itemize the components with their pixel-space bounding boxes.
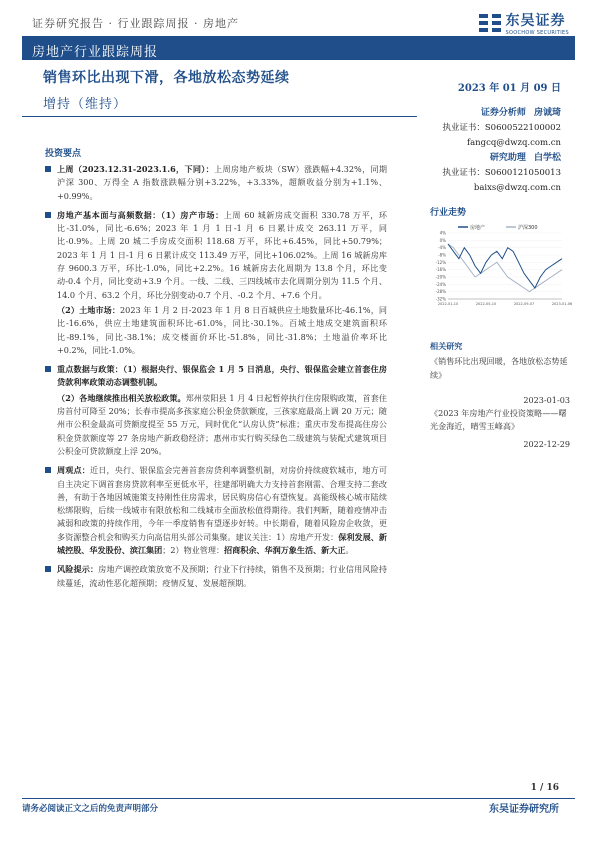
industry-trend-chart bbox=[428, 221, 573, 309]
y-tick-label: -4% bbox=[438, 245, 446, 251]
y-tick-label: -28% bbox=[435, 289, 446, 295]
analyst-block bbox=[401, 106, 561, 196]
paragraph-text: 2023 年 1 月 2 日-2023 年 1 月 8 日百城供应土地数量环比-46.1%，同比-16.6%，供应土地建筑面积环比-61.0%，同比-30.1%。百城土地成交建筑面积环比-89.1%，同比-38.1%；成交楼面价环比-51.8%，同比-31.8%；土地溢价率环比+0.2%，同比-1.0%。 bbox=[57, 304, 387, 355]
disclaimer-note: 请务必阅读正文之后的免责声明部分 bbox=[22, 804, 159, 814]
paragraph-text: 。 bbox=[345, 545, 354, 556]
bullet-icon bbox=[45, 366, 51, 372]
assistant-name: 白学松 bbox=[533, 153, 561, 163]
paragraph-lead: 房地产基本面与高频数据：（1）房产市场： bbox=[57, 209, 224, 220]
paragraph-lead: 上周（2023.12.31-2023.1.6，下同）： bbox=[57, 164, 215, 174]
related-research bbox=[430, 340, 570, 451]
y-tick-label: -32% bbox=[435, 296, 446, 302]
recommended-developers: 保利发展、新城控股、华发股份、滨江集团 bbox=[57, 531, 387, 556]
y-tick-label: -12% bbox=[435, 259, 446, 265]
report-type-band bbox=[22, 38, 575, 60]
y-tick-label: -8% bbox=[438, 252, 446, 258]
assistant-cert: 执业证书：S0600121050013 bbox=[442, 168, 561, 178]
x-tick-label: 2022-01-10 bbox=[437, 302, 459, 306]
bullet-icon bbox=[45, 467, 51, 473]
paragraph-text: 房地产调控政策放宽不及预期；行业下行持续，销售不及预期；行业信用风险持续蔓延，流动性恶化超预期；疫情反复、发展超预期。 bbox=[57, 564, 387, 588]
y-tick-label: 0% bbox=[439, 237, 446, 243]
x-tick-label: 2022-09-07 bbox=[513, 302, 535, 306]
legend-label: 房地产 bbox=[470, 225, 486, 231]
page-number: 1 / 16 bbox=[530, 783, 559, 793]
analyst-cert: 执业证书：S0600522100002 bbox=[442, 123, 561, 133]
firm-name: 东吴证券研究所 bbox=[489, 804, 559, 815]
paragraph-risk bbox=[45, 563, 387, 590]
related-item-title[interactable]: 《销售环比出现回暖，各地放松态势延续》 bbox=[430, 356, 568, 380]
summary-title: 投资要点 bbox=[45, 149, 82, 159]
summary-body bbox=[45, 163, 387, 596]
related-title: 相关研究 bbox=[430, 341, 463, 351]
chart-legend bbox=[458, 224, 538, 231]
y-tick-label: 4% bbox=[439, 230, 446, 236]
breadcrumb: 证券研究报告 · 行业跟踪周报 · 房地产 bbox=[32, 17, 239, 30]
report-headline: 销售环比出现下滑，各地放松态势延续 bbox=[43, 70, 290, 86]
report-type: 房地产行业跟踪周报 bbox=[32, 45, 159, 60]
paragraph-text: 郑州荥阳县 1 月 4 日起暂停执行住房限购政策，首套住房首付可降至 20%；长春市提高多孩家庭公积金贷款额度，三孩家庭最高上调 20 万元；随州市公积金最高可贷额度提至 55 万元，同时优化“认房认贷”标准；重庆市发布提高住房公积金贷款额度等 27 条房地产新政稳经济；惠州市实行购买绿色二级建筑与装配式建筑项目公积金可贷款额度上浮 20%。 bbox=[57, 392, 387, 456]
x-tick-label: 2023-01-06 bbox=[551, 302, 573, 306]
analyst-email[interactable]: fangcq@dwzq.com.cn bbox=[466, 138, 561, 148]
y-tick-label: -16% bbox=[435, 267, 446, 273]
series-line bbox=[448, 244, 562, 292]
analyst-role: 证券分析师 bbox=[480, 108, 526, 118]
logo-cn: 东吴证券 bbox=[505, 13, 566, 29]
paragraph-fundamentals bbox=[45, 209, 387, 302]
report-date: 2023 年 01 月 09 日 bbox=[457, 83, 561, 94]
paragraph-lead: （2）各地继续推出相关放松政策。 bbox=[57, 392, 186, 403]
firm-logo bbox=[478, 10, 569, 36]
paragraph-lead: 重点数据与政策：（1）根据央行、银保监会 1 月 5 日消息，央行、银保监会建立首套住房贷款利率政策动态调整机制。 bbox=[57, 364, 387, 388]
bullet-icon bbox=[45, 212, 51, 218]
paragraph-policy bbox=[45, 363, 387, 390]
paragraph-view bbox=[45, 464, 387, 557]
report-header bbox=[22, 10, 575, 38]
assistant-email[interactable]: baixs@dwzq.com.cn bbox=[473, 183, 561, 193]
y-tick-label: -20% bbox=[435, 274, 446, 280]
logo-en: SOOCHOW SECURITIES bbox=[505, 30, 569, 36]
related-item-date: 2023-01-03 bbox=[523, 394, 570, 405]
footer-divider bbox=[22, 798, 575, 799]
recommended-property-mgmt: 招商积余、华润万象生活、新大正 bbox=[224, 545, 346, 556]
assistant-role: 研究助理 bbox=[489, 153, 526, 163]
bullet-icon bbox=[45, 166, 51, 172]
paragraph-lead: （2）土地市场： bbox=[57, 304, 121, 315]
paragraph-text: 上周房地产板块（SW）涨跌幅+4.32%，同期沪深 300、万得全 A 指数涨跌幅分别+3.22%，+3.33%，超额收益分别为+1.1%、+0.99%。 bbox=[57, 164, 387, 201]
paragraph-weekly bbox=[45, 163, 387, 203]
divider bbox=[22, 116, 417, 117]
series-group bbox=[448, 244, 562, 292]
legend-label: 沪深300 bbox=[518, 225, 538, 231]
paragraph-local-policy bbox=[45, 392, 387, 458]
trend-title: 行业走势 bbox=[430, 208, 467, 218]
analyst-name: 房诚琦 bbox=[533, 108, 561, 118]
logo-icon bbox=[478, 12, 502, 34]
paragraph-text: 上周 60 城新房成交面积 330.78 万平，环比-31.0%，同比-6.6%；2023 年 1 月 1 日-1 月 6 日累计成交 263.11 万平，同比-0.9%。上周 20 城二手房成交面积 118.68 万平，环比+6.45%，同比+50.79%；2023 年 1 月 1 日-1 月 6 日累计成交 113.49 万平，同比+106.02%。上周 16 城新房库存 9600.3 万平，环比-1.0%，同比+2.2%。16 城新房去化周期为 13.8 个月，环比变动-0.4 个月，同比变动+3.9 个月。一线、二线、三四线城市去化周期分别为 11.5 个月、14.0 个月、63.2 个月，环比分别变动-0.7 个月、-0.2 个月、+7.6 个月。 bbox=[57, 209, 387, 300]
bullet-icon bbox=[45, 566, 51, 572]
related-item-title[interactable]: 《2023 年房地产行业投资策略——曙光金海近，晴雪玉峰高》 bbox=[430, 408, 567, 432]
paragraph-lead: 周观点： bbox=[57, 465, 91, 476]
related-item-date: 2022-12-29 bbox=[523, 438, 570, 449]
paragraph-lead: 风险提示： bbox=[57, 564, 99, 575]
paragraph-text: ；2）物业管理： bbox=[162, 545, 225, 556]
y-tick-label: -24% bbox=[435, 281, 446, 287]
rating: 增持（维持） bbox=[43, 97, 128, 112]
paragraph-text: 近日，央行、银保监会完善首套房贷利率调整机制，对房价持续疲软城市，地方可自主决定下调首套房贷款利率至更低水平，往建部明确大力支持首套刚需、合理支持二套改善，有助于各地因城施策支持刚性住房需求，居民购房信心有望恢复。高能级核心城市陆续松绑限购，后续一线城市有限放松和二线城市全面放松值得期待。我们判断，随着疫情冲击减弱和政策的持续作用，今年一季度销售有望逐步好转。中长期看，随着风险房企收敛，更多资源整合机会和购买力向高信用头部公司集聚。建议关注：1）房地产开发： bbox=[57, 465, 387, 542]
paragraph-land bbox=[45, 304, 387, 357]
y-axis bbox=[436, 231, 562, 302]
x-tick-label: 2022-05-10 bbox=[475, 302, 497, 306]
